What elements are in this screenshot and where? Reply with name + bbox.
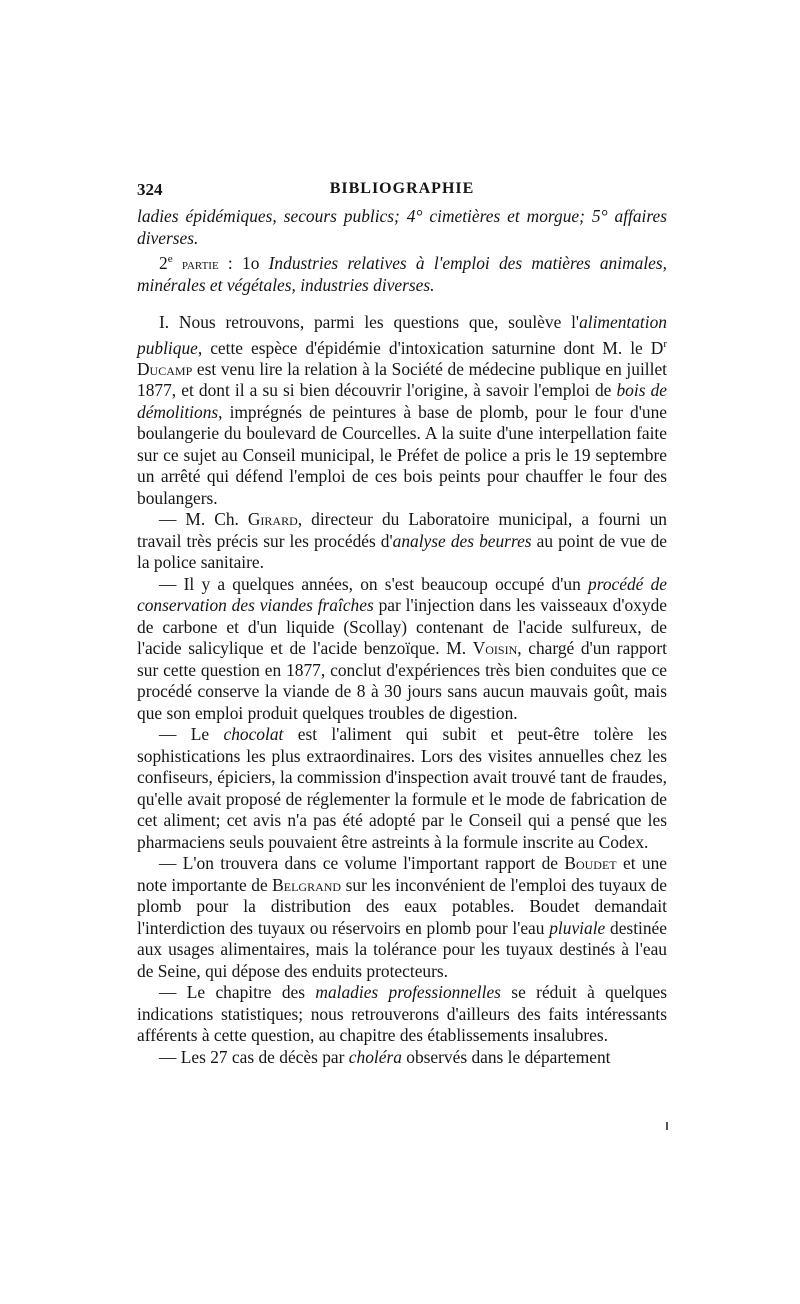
text-run: — M. Ch. — [159, 509, 248, 530]
part-number: 2 — [159, 252, 168, 273]
text-run: — Les 27 cas de décès par — [159, 1046, 349, 1067]
section-intro — [137, 206, 667, 297]
author-name: Belgrand — [272, 874, 342, 895]
author-name: Voisin — [472, 638, 518, 659]
paragraph-maladies — [137, 982, 667, 1047]
text-run: , chargé d'un rapport sur cette question en 1877, conclut d'expériences très bien conduites que ce procédé conserve la viande de 8 à 30 jours sans aucun mauvais goût, mais que son emploi produit quelques troubles de digestion. — [137, 638, 667, 723]
text-run: destinée aux usages alimentaires, mais la tolérance pour les tuyaux destinés à l'eau de Seine, qui dépose des enduits protecteurs. — [137, 917, 667, 981]
italic-run: choléra — [348, 1046, 402, 1067]
italic-run: pluviale — [549, 917, 606, 938]
text-run: par l'injection dans les vaisseaux d'oxyde de carbone et d'un liquide (Scollay) contenant de l'acide sulfureux, de l'acide salicylique et de l'acide benzoïque. M. — [137, 595, 667, 659]
text-run: , imprégnés de peintures à base de plomb, pour le four d'une boulangerie du boulevard de Courcelles. A la suite d'une interpellation faite sur ce sujet au Conseil municipal, le Préfet de police a pris le 19 septembre un arrêté qui défend l'emploi de ces bois peints pour chauffer le four des boulangers. — [137, 401, 667, 508]
author-name: Ducamp — [137, 358, 193, 379]
italic-run: alimentation publique — [137, 312, 667, 358]
part-heading — [137, 249, 667, 297]
paragraph-cholera — [137, 1047, 667, 1069]
text-run: est l'aliment qui subit et peut-être tolère les sophistications les plus extraordinaires. Lors des visites annuelles chez les confiseurs, épiciers, la commission d'inspection avait trouvé tant de fraudes, qu'elle avait proposé de réglementer la formule et le mode de fabrication de cet aliment; cet avis n'a pas été adopté par le Conseil qui a pensé que les pharmaciens seuls pouvaient être astreints à la formule inscrite au Codex. — [137, 724, 667, 852]
text-run: I. Nous retrouvons, parmi les questions que, soulève l' — [159, 312, 580, 332]
intro-italic-text: ladies épidémiques, secours publics; 4° cimetières et morgue; 5° affaires diverses. — [137, 206, 667, 248]
ink-speck — [666, 1122, 668, 1130]
running-title: BIBLIOGRAPHIE — [329, 180, 475, 197]
italic-run: maladies professionnelles — [315, 982, 501, 1003]
body-text — [137, 312, 667, 1068]
paragraph-plomb — [137, 853, 667, 982]
page-header — [137, 180, 667, 204]
text-run: au point de vue de la police sanitaire. — [137, 530, 667, 573]
superscript: r — [663, 337, 667, 350]
text-run: est venu lire la relation à la Société de médecine publique en juillet 1877, et dont il a su si bien découvrir l'origine, à savoir l'emploi de — [137, 358, 667, 401]
text-run: — Le chapitre des — [159, 982, 316, 1003]
italic-run: analyse des beurres — [392, 530, 532, 551]
paragraph-alimentation — [137, 312, 667, 509]
italic-run: procédé de conservation des viandes fraîches — [137, 573, 667, 616]
part-colon: : — [218, 252, 242, 273]
part-item-title: Industries relatives à l'emploi des matières animales, minérales et végétales, industries diverses. — [137, 252, 667, 296]
intro-line — [137, 206, 667, 249]
paragraph-conservation — [137, 574, 667, 725]
text-run: — Il y a quelques années, on s'est beaucoup occupé d'un — [159, 573, 588, 594]
text-run: et une note importante de — [137, 853, 667, 895]
text-run: sur les inconvénient de l'emploi des tuyaux de plomb pour la distribution des eaux potables. Boudet demandait l'interdiction des tuyaux ou réservoirs en plomb pour l'eau — [137, 874, 667, 938]
author-name: Girard — [247, 509, 298, 530]
paragraph-chocolat — [137, 724, 667, 853]
page-number: 324 — [137, 180, 163, 199]
text-run: observés dans le département — [401, 1046, 611, 1067]
text-run: — L'on trouvera dans ce volume l'important rapport de — [159, 853, 565, 874]
part-sup: e — [167, 253, 173, 265]
part-item-number: 1o — [242, 252, 269, 273]
text-run: se réduit à quelques indications statistiques; nous retrouverons d'ailleurs des faits intéressants afférents à cette question, au chapitre des établissements insalubres. — [137, 982, 667, 1046]
author-name: Boudet — [564, 853, 617, 874]
italic-run: chocolat — [223, 724, 284, 745]
text-run: , cette espèce d'épidémie d'intoxication saturnine dont M. le D — [197, 337, 664, 358]
italic-run: bois de démolitions — [137, 380, 667, 422]
text-run: — Le — [159, 724, 224, 745]
paragraph-girard — [137, 509, 667, 574]
part-label: partie — [181, 255, 219, 273]
text-run: , directeur du Laboratoire municipal, a fourni un travail très précis sur les procédés d' — [137, 509, 667, 551]
